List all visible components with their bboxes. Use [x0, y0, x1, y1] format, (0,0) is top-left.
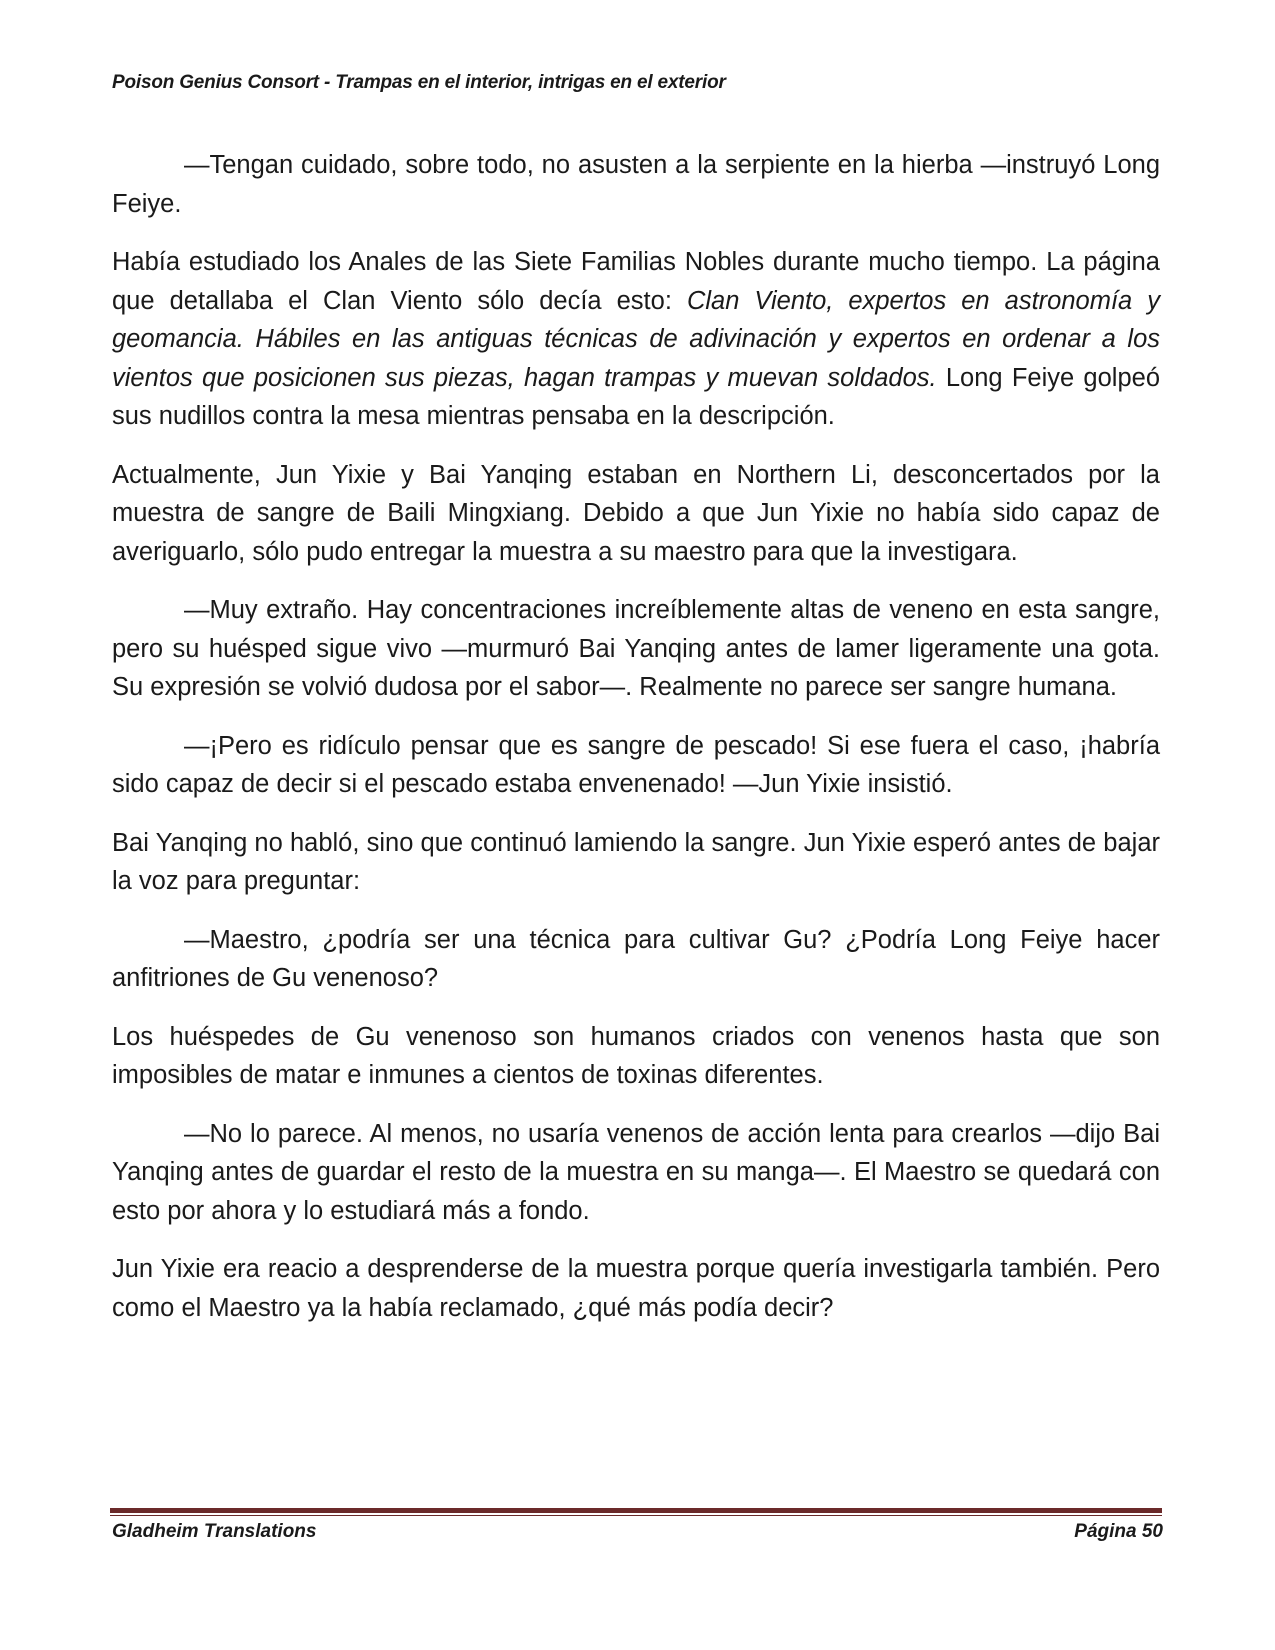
paragraph-3: Actualmente, Jun Yixie y Bai Yanqing estaban en Northern Li, desconcertados por la muestra de sangre de Baili Mingxiang. Debido a que Jun Yixie no había sido capaz de averiguarlo, sólo pudo entregar la muestra a su maestro para que la investigara. [112, 460, 1160, 566]
paragraph-9: —No lo parece. Al menos, no usaría venenos de acción lenta para crearlos —dijo Bai Yanqing antes de guardar el resto de la muestra en su manga—. El Maestro se quedará con esto por ahora y lo estudiará más a fondo. [112, 1119, 1160, 1225]
footer-rule-thin [110, 1515, 1162, 1516]
paragraph-6: Bai Yanqing no habló, sino que continuó lamiendo la sangre. Jun Yixie esperó antes de bajar la voz para preguntar: [112, 828, 1160, 895]
running-header: Poison Genius Consort - Trampas en el interior, intrigas en el exterior [112, 72, 726, 93]
paragraph-2-lead: Había estudiado los Anales de las Siete Familias Nobles durante mucho tiempo. La página que detallaba el Clan Viento sólo decía esto: [112, 248, 1160, 315]
footer-rule-thick [110, 1508, 1162, 1513]
footer-publisher: Gladheim Translations [112, 1521, 317, 1542]
paragraph-2 [112, 243, 1160, 436]
paragraph-5: —¡Pero es ridículo pensar que es sangre de pescado! Si ese fuera el caso, ¡habría sido capaz de decir si el pescado estaba envenenado! —Jun Yixie insistió. [112, 731, 1160, 798]
paragraph-4: —Muy extraño. Hay concentraciones increíblemente altas de veneno en esta sangre, pero su huésped sigue vivo —murmuró Bai Yanqing antes de lamer ligeramente una gota. Su expresión se volvió dudosa por el sabor—. Realmente no parece ser sangre humana. [112, 596, 1160, 701]
paragraph-2-tail: Long Feiye golpeó sus nudillos contra la mesa mientras pensaba en la descripción. [112, 363, 1161, 430]
body-text [112, 146, 1160, 1347]
paragraph-10: Jun Yixie era reacio a desprenderse de la muestra porque quería investigarla también. Pero como el Maestro ya la había reclamado, ¿qué más podía decir? [112, 1255, 1160, 1322]
footer-page-number: Página 50 [1074, 1521, 1163, 1542]
paragraph-1: —Tengan cuidado, sobre todo, no asusten a la serpiente en la hierba —instruyó Long Feiye. [112, 151, 1160, 218]
paragraph-7: —Maestro, ¿podría ser una técnica para cultivar Gu? ¿Podría Long Feiye hacer anfitriones de Gu venenoso? [112, 925, 1160, 992]
paragraph-2-quote: Clan Viento, expertos en astronomía y geomancia. Hábiles en las antiguas técnicas de adivinación y expertos en ordenar a los vientos que posicionen sus piezas, hagan trampas y muevan soldados. [112, 286, 1161, 392]
paragraph-8: Los huéspedes de Gu venenoso son humanos criados con venenos hasta que son imposibles de matar e inmunes a cientos de toxinas diferentes. [112, 1022, 1160, 1089]
